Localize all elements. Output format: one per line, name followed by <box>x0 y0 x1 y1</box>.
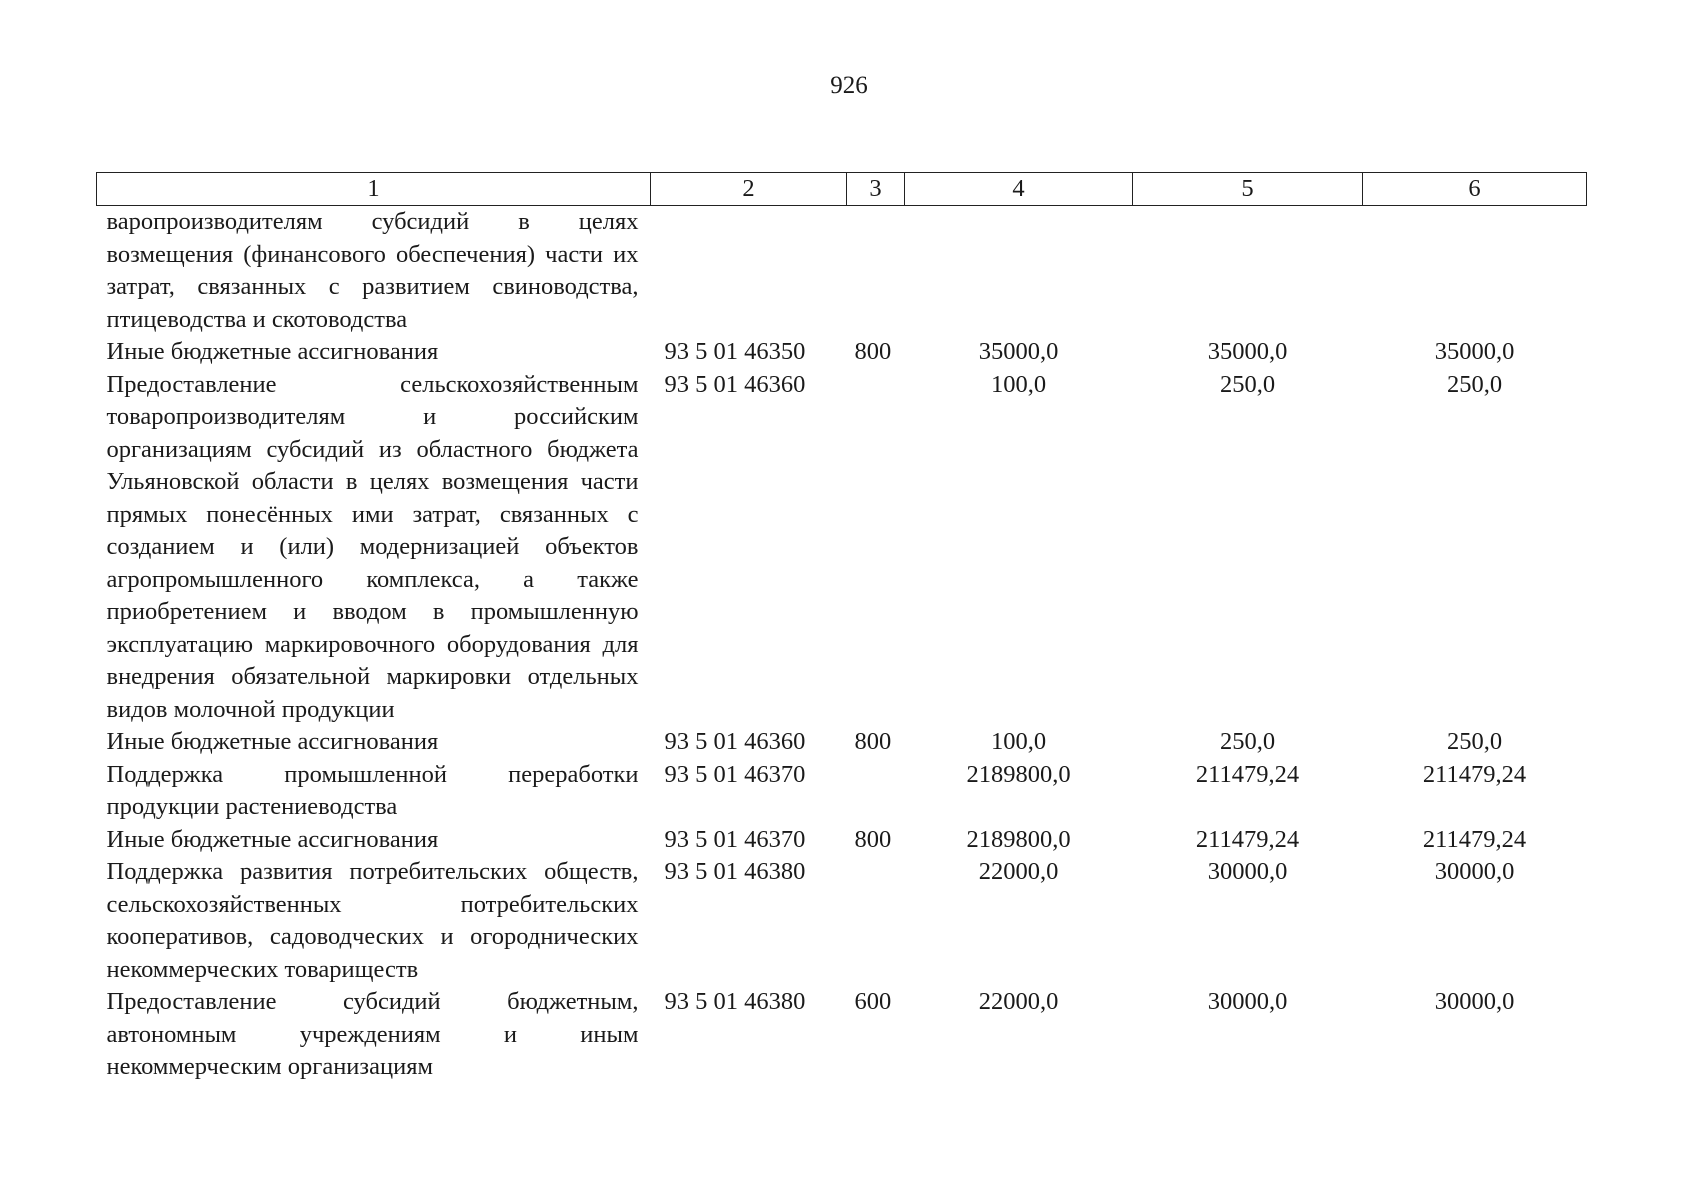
row-value-6: 30000,0 <box>1434 858 1515 885</box>
row-value-6: 211479,24 <box>1422 825 1527 853</box>
header-row <box>97 173 1587 206</box>
row-code <box>651 206 847 337</box>
row-code: 93 5 01 46350 <box>664 338 806 365</box>
header-col-6: 6 <box>1363 173 1587 206</box>
page-number: 926 <box>830 72 868 99</box>
row-code: 93 5 01 46370 <box>664 825 806 853</box>
row-value-5: 30000,0 <box>1207 988 1288 1015</box>
row-type <box>847 369 905 727</box>
row-value-4: 100,0 <box>990 728 1047 755</box>
row-code: 93 5 01 46360 <box>664 370 806 398</box>
row-value-4 <box>905 206 1133 337</box>
row-code: 93 5 01 46380 <box>664 988 806 1015</box>
header-col-4: 4 <box>905 173 1133 206</box>
row-name: Иные бюджетные ассигнования <box>106 728 439 755</box>
row-name: Поддержка развития потребительских обществ, сельскохозяйственных потребительских кооперативов, садоводческих и огороднических некоммерческих товариществ <box>106 858 639 983</box>
row-value-5: 250,0 <box>1219 370 1276 398</box>
budget-table <box>96 172 1587 1084</box>
row-value-5: 211479,24 <box>1195 825 1300 853</box>
row-name: варопроизводителям субсидий в целях возмещения (финансового обеспечения) части их затрат, связанных с развитием свиноводства, птицеводства и скотоводства <box>106 208 639 333</box>
header-col-2: 2 <box>651 173 847 206</box>
table-row <box>97 206 1587 337</box>
row-value-6: 250,0 <box>1446 728 1503 755</box>
header-col-5: 5 <box>1133 173 1363 206</box>
row-value-4: 35000,0 <box>978 338 1059 365</box>
header-col-3: 3 <box>847 173 905 206</box>
row-type <box>847 759 905 824</box>
row-value-4: 2189800,0 <box>966 825 1071 853</box>
row-code: 93 5 01 46380 <box>664 858 806 885</box>
row-value-6: 250,0 <box>1446 370 1503 398</box>
table-row <box>97 726 1587 759</box>
row-value-5: 250,0 <box>1219 728 1276 755</box>
row-value-6: 30000,0 <box>1434 988 1515 1015</box>
row-type: 600 <box>854 988 892 1015</box>
table-row <box>97 856 1587 986</box>
row-value-4: 22000,0 <box>978 988 1059 1015</box>
row-value-5: 30000,0 <box>1207 858 1288 885</box>
row-value-5 <box>1133 206 1363 337</box>
table-row <box>97 986 1587 1084</box>
row-name: Иные бюджетные ассигнования <box>106 338 439 365</box>
row-value-4: 22000,0 <box>978 858 1059 885</box>
row-type <box>847 856 905 986</box>
row-code: 93 5 01 46360 <box>664 728 806 755</box>
row-value-6: 35000,0 <box>1434 338 1515 365</box>
row-type: 800 <box>854 825 892 853</box>
table-row <box>97 369 1587 727</box>
row-value-5: 35000,0 <box>1207 338 1288 365</box>
row-type: 800 <box>854 728 892 755</box>
row-type: 800 <box>854 338 892 365</box>
header-col-1: 1 <box>97 173 651 206</box>
table-row <box>97 824 1587 857</box>
row-type <box>847 206 905 337</box>
row-code: 93 5 01 46370 <box>664 760 806 788</box>
table-row <box>97 336 1587 369</box>
table-row <box>97 759 1587 824</box>
row-value-4: 2189800,0 <box>966 760 1071 788</box>
row-value-6 <box>1363 206 1587 337</box>
row-value-6: 211479,24 <box>1422 760 1527 788</box>
row-name: Поддержка промышленной переработки продукции растениеводства <box>106 760 639 820</box>
row-name: Предоставление сельскохозяйственным товаропроизводителям и российским организациям субсидий из областного бюджета Ульяновской области в целях возмещения части прямых понесённых ими затрат, связанных с созданием и (или) модернизацией объектов агропромышленного комплекса, а также приобретением и вводом в промышленную эксплуатацию маркировочного оборудования для внедрения обязательной маркировки отдельных видов молочной продукции <box>106 370 639 723</box>
row-name: Иные бюджетные ассигнования <box>106 825 439 853</box>
row-name: Предоставление субсидий бюджетным, автономным учреждениям и иным некоммерческим организациям <box>106 988 639 1080</box>
row-value-5: 211479,24 <box>1195 760 1300 788</box>
row-value-4: 100,0 <box>990 370 1047 398</box>
